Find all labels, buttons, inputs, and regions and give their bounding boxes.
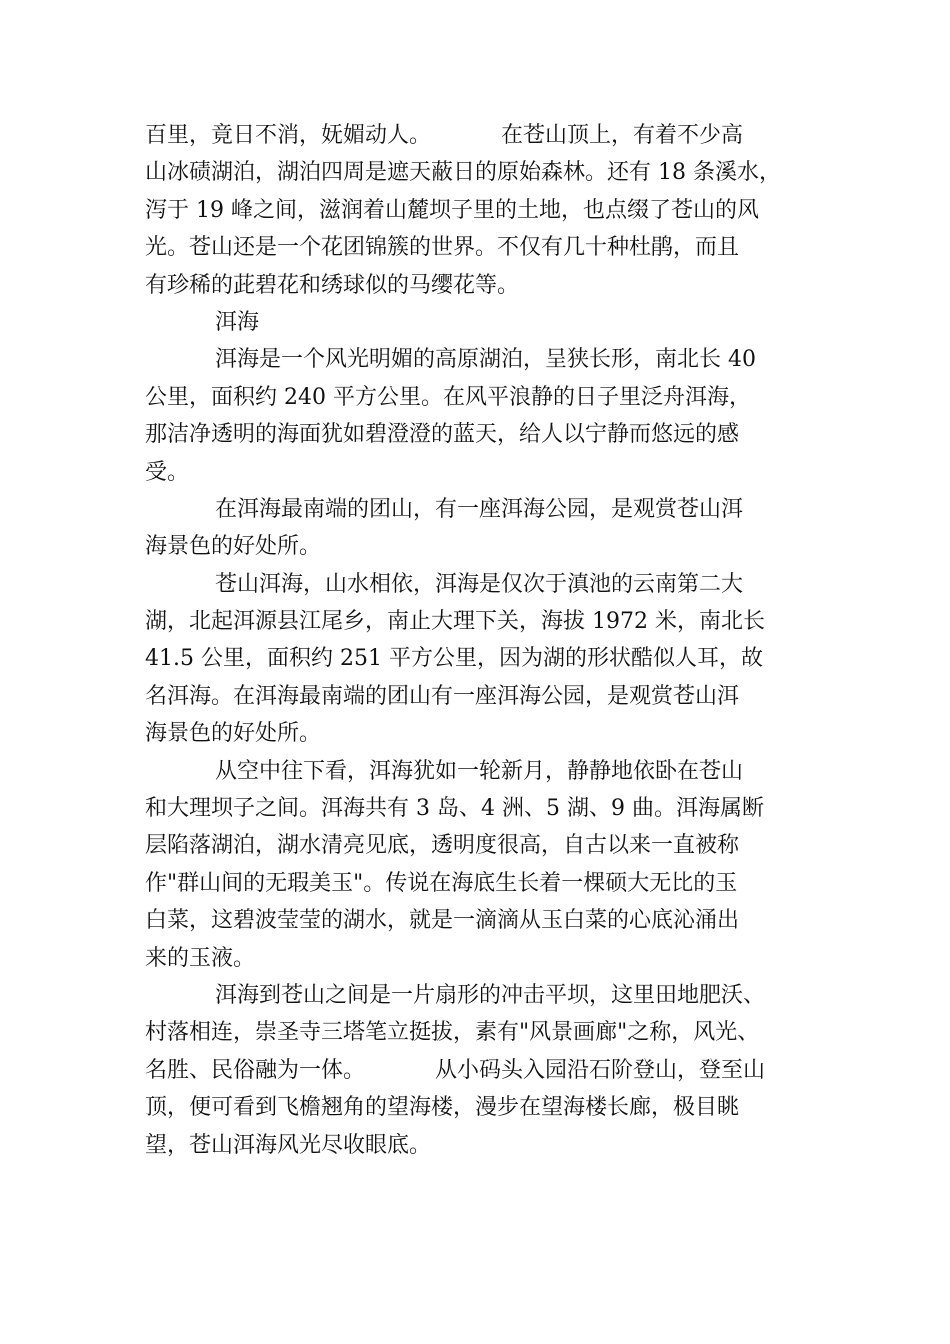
text-line bbox=[145, 1052, 813, 1089]
text-line: 层陷落湖泊，湖水清亮见底，透明度很高，自古以来一直被称 bbox=[145, 833, 740, 859]
text-line: 名洱海。在洱海最南端的团山有一座洱海公园，是观赏苍山洱 bbox=[145, 683, 740, 709]
text-line: 村落相连，崇圣寺三塔笔立挺拔，素有"风景画廊"之称，风光、 bbox=[145, 1020, 760, 1046]
text-segment: 在苍山顶上，有着不少高 bbox=[501, 123, 744, 148]
text-segment: 百里，竟日不消，妩媚动人。 bbox=[145, 123, 432, 148]
paragraph-first-line: 洱海到苍山之间是一片扇形的冲击平坝，这里田地肥沃、 bbox=[215, 982, 766, 1008]
text-line: 光。苍山还是一个花团锦簇的世界。不仅有几十种杜鹃，而且 bbox=[145, 235, 740, 261]
text-line: 白菜，这碧波莹莹的湖水，就是一滴滴从玉白菜的心底沁涌出 bbox=[145, 908, 740, 934]
text-line: 海景色的好处所。 bbox=[145, 721, 322, 747]
text-line bbox=[145, 117, 813, 154]
text-line: 公里，面积约 240 平方公里。在风平浪静的日子里泛舟洱海， bbox=[145, 384, 751, 410]
document-body bbox=[145, 117, 813, 1164]
paragraph-first-line: 在洱海最南端的团山，有一座洱海公园，是观赏苍山洱 bbox=[215, 496, 744, 522]
text-line: 受。 bbox=[145, 459, 190, 485]
paragraph-first-line: 苍山洱海，山水相依，洱海是仅次于滇池的云南第二大 bbox=[215, 571, 744, 597]
text-segment: 从小码头入园沿石阶登山，登至山 bbox=[435, 1057, 766, 1083]
text-line: 望，苍山洱海风光尽收眼底。 bbox=[145, 1132, 432, 1158]
text-line: 海景色的好处所。 bbox=[145, 534, 322, 560]
paragraph-first-line: 从空中往下看，洱海犹如一轮新月，静静地依卧在苍山 bbox=[215, 758, 744, 784]
text-line: 山冰碛湖泊，湖泊四周是遮天蔽日的原始森林。还有 18 条溪水， bbox=[145, 160, 781, 186]
section-heading: 洱海 bbox=[215, 309, 260, 335]
text-line: 泻于 19 峰之间，滋润着山麓坝子里的土地，也点缀了苍山的风 bbox=[145, 197, 759, 223]
text-line: 湖，北起洱源县江尾乡，南止大理下关，海拔 1972 米，南北长 bbox=[145, 609, 765, 635]
text-line: 来的玉液。 bbox=[145, 945, 256, 971]
text-segment: 名胜、民俗融为一体。 bbox=[145, 1057, 366, 1083]
paragraph-first-line: 洱海是一个风光明媚的高原湖泊，呈狭长形，南北长 40 bbox=[215, 347, 756, 373]
text-line: 那洁净透明的海面犹如碧澄澄的蓝天，给人以宁静而悠远的感 bbox=[145, 422, 740, 448]
text-line: 顶，便可看到飞檐翘角的望海楼，漫步在望海楼长廊，极目眺 bbox=[145, 1095, 740, 1121]
text-line: 有珍稀的茈碧花和绣球似的马缨花等。 bbox=[145, 272, 520, 298]
text-line: 和大理坝子之间。洱海共有 3 岛、4 洲、5 湖、9 曲。洱海属断 bbox=[145, 796, 764, 822]
text-line: 41.5 公里，面积约 251 平方公里，因为湖的形状酷似人耳，故 bbox=[145, 646, 763, 672]
text-line: 作"群山间的无瑕美玉"。传说在海底生长着一棵硕大无比的玉 bbox=[145, 870, 738, 896]
